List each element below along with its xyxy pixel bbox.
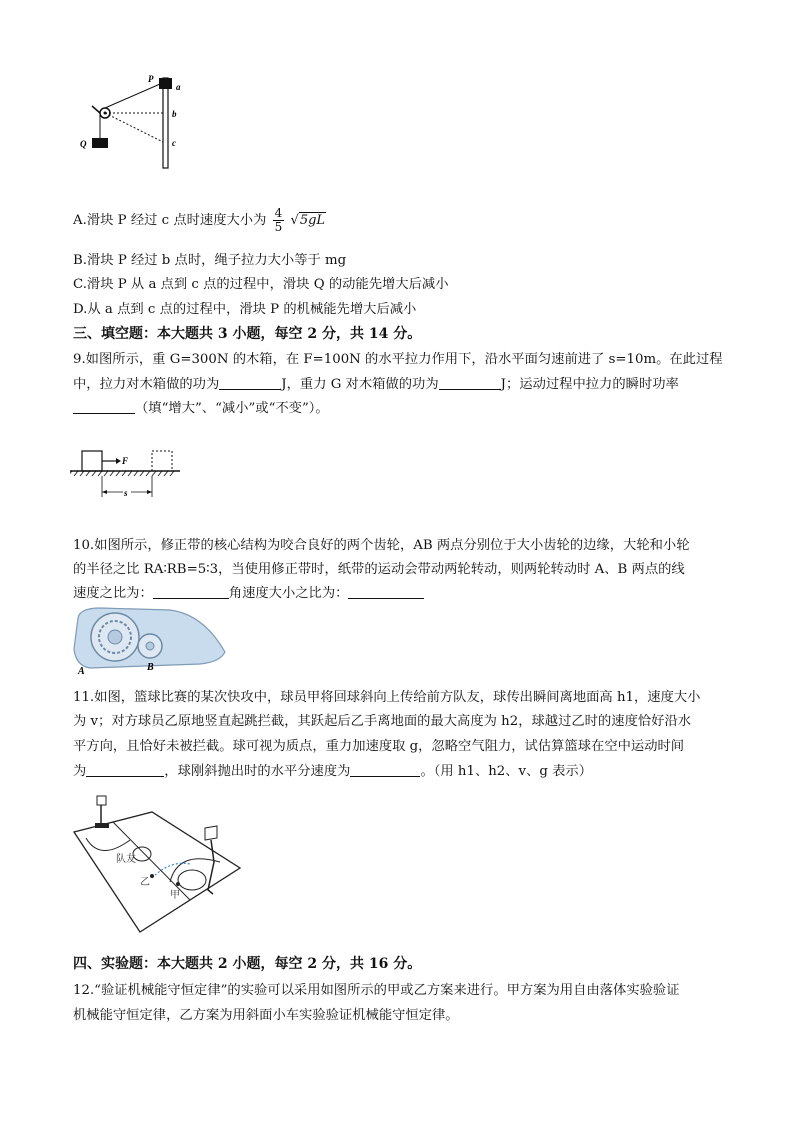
label-p: P xyxy=(148,74,154,84)
option-a xyxy=(73,207,326,234)
option-d: D.从 a 点到 c 点的过程中，滑块 P 的机械能先增大后减小 xyxy=(73,302,417,317)
pulley-slider-figure xyxy=(80,70,230,170)
q10-line-3 xyxy=(73,586,424,602)
q12-line-2: 机械能守恒定律，乙方案为用斜面小车实验验证机械能守恒定律。 xyxy=(73,1008,459,1023)
fraction xyxy=(273,207,285,234)
label-point-b: B xyxy=(147,662,154,673)
section-3-heading: 三、填空题：本大题共 3 小题，每空 2 分，共 14 分。 xyxy=(73,326,422,342)
section-4-heading: 四、实验题：本大题共 2 小题，每空 2 分，共 16 分。 xyxy=(73,956,422,972)
q10-text-b: 角速度大小之比为： xyxy=(228,586,349,601)
label-yi: 乙 xyxy=(140,877,150,888)
option-c: C.滑块 P 从 a 点到 c 点的过程中，滑块 Q 的动能先增大后减小 xyxy=(73,277,449,292)
label-b: b xyxy=(172,109,177,119)
vertical-rod xyxy=(163,78,168,168)
court-outline xyxy=(74,812,240,932)
label-teammate: 队友 xyxy=(116,854,136,865)
box-start xyxy=(82,451,102,471)
basketball-court-figure xyxy=(70,790,245,940)
left-backboard xyxy=(97,796,106,805)
label-f: F xyxy=(122,456,129,466)
fraction-denominator: 5 xyxy=(274,220,283,234)
right-backboard xyxy=(205,826,217,840)
q9-line-1: 9.如图所示，重 G=300N 的木箱，在 F=100N 的水平拉力作用下，沿水平面匀速前进了 s=10m。在此过程 xyxy=(73,352,723,367)
q11-blank-1[interactable] xyxy=(86,764,164,777)
q12-line-1: 12.“验证机械能守恒定律”的实验可以采用如图所示的甲或乙方案来进行。甲方案为用自由落体实验验证 xyxy=(73,983,680,998)
q11-line-4 xyxy=(73,764,592,780)
option-b: B.滑块 P 经过 b 点时，绳子拉力大小等于 mg xyxy=(73,253,347,268)
q11-blank-2[interactable] xyxy=(350,764,420,777)
q10-blank-2[interactable] xyxy=(348,586,424,599)
label-q: Q xyxy=(80,139,87,149)
sqrt-radicand: 5gL xyxy=(299,212,326,228)
q9-blank-2[interactable] xyxy=(439,377,501,390)
q9-text-c: J；运动过程中拉力的瞬时功率 xyxy=(500,377,679,392)
q10-text-a: 速度之比为： xyxy=(73,586,153,601)
fraction-numerator: 4 xyxy=(274,206,283,220)
label-c: c xyxy=(172,138,176,148)
box-end xyxy=(152,451,172,471)
q11-text-b: ，球刚斜抛出时的水平分速度为 xyxy=(164,764,351,779)
q10-blank-1[interactable] xyxy=(153,586,229,599)
label-point-a: A xyxy=(78,666,85,676)
q9-text-3: （填“增大”、“减小”或“不变”）。 xyxy=(135,401,329,416)
q9-text-b: J，重力 G 对木箱做的功为 xyxy=(281,377,439,392)
q10-line-2: 的半径之比 RA∶RB=5∶3，当使用修正带时，纸带的运动会带动两轮转动，则两轮转动时 A、B 两点的线 xyxy=(73,562,685,577)
q9-line-2 xyxy=(73,377,679,393)
q9-blank-3[interactable] xyxy=(73,401,135,414)
label-a: a xyxy=(176,82,181,92)
block-q xyxy=(92,138,108,148)
q9-blank-1[interactable] xyxy=(219,377,281,390)
q10-line-1: 10.如图所示，修正带的核心结构为咬合良好的两个齿轮，AB 两点分别位于大小齿轮的边缘，大轮和小轮 xyxy=(73,538,690,553)
slider-p-block xyxy=(159,78,172,89)
q9-text-a: 中，拉力对木箱做的功为 xyxy=(73,377,220,392)
option-a-text: A.滑块 P 经过 c 点时速度大小为 xyxy=(73,213,267,228)
q9-line-3 xyxy=(73,401,329,417)
sqrt-expression: √5gL xyxy=(290,212,326,228)
label-jia: 甲 xyxy=(170,890,180,901)
box-force-figure xyxy=(70,445,180,505)
q11-line-1: 11.如图，篮球比赛的某次快攻中，球员甲将回球斜向上传给前方队友，球传出瞬间离地面高 h1，速度大小 xyxy=(73,690,701,705)
q11-text-c: 。（用 h1、h2、v、g 表示） xyxy=(420,764,592,779)
q11-text-a: 为 xyxy=(73,764,87,779)
q11-line-2: 为 v；对方球员乙原地竖直起跳拦截，其跃起后乙手离地面的最大高度为 h2，球越过乙时的速度恰好沿水 xyxy=(73,714,692,729)
correction-tape-figure xyxy=(70,604,230,676)
label-s: s xyxy=(124,488,128,498)
q11-line-3: 平方向，且恰好未被拦截。球可视为质点，重力加速度取 g，忽略空气阻力，试估算篮球在空中运动时间 xyxy=(73,739,685,754)
ball-trajectory xyxy=(152,863,190,878)
